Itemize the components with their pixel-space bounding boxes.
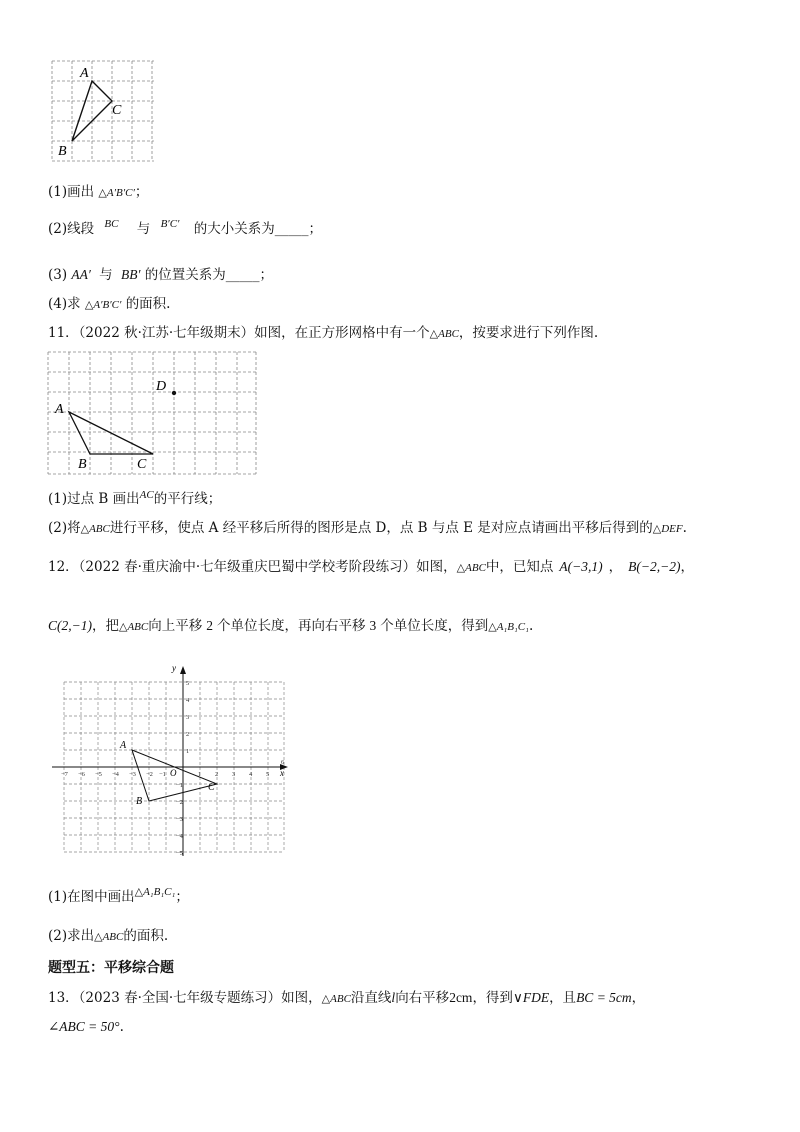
x-tick: 1 bbox=[198, 771, 202, 778]
x-tick: 2 bbox=[215, 771, 219, 778]
q10-label-b: B bbox=[58, 144, 67, 159]
x-tick: −3 bbox=[129, 771, 136, 778]
q13-line-1: 13．（2023 春·全国·七年级专题练习）如图，△ABC沿直线l向右平移2cm，得到∨FDE，且BC = 5cm， bbox=[48, 990, 646, 1006]
y-tick: −2 bbox=[176, 799, 183, 806]
section-title: 题型五：平移综合题 bbox=[48, 960, 174, 976]
q10-part-2: (2)线段 $^{BC}$ 与 $^{B'C'}$ 的大小关系为_____； bbox=[48, 218, 322, 237]
q12-coordinate-figure bbox=[48, 660, 292, 860]
q12-part-1: (1)在图中画出$^{\triangle A_1B_1C_1}$； bbox=[48, 886, 189, 905]
x-tick: −7 bbox=[61, 771, 68, 778]
x-axis-label: x bbox=[280, 768, 284, 778]
x-tick: −4 bbox=[112, 771, 119, 778]
q10-label-a: A bbox=[80, 66, 89, 81]
q11-point-d bbox=[172, 391, 176, 395]
q10-label-c: C bbox=[112, 103, 122, 118]
origin-label: O bbox=[170, 768, 177, 778]
q11-label-c: C bbox=[137, 457, 147, 472]
y-tick: −1 bbox=[176, 782, 183, 789]
q10-part-3: (3) AA′ 与 BB′ 的位置关系为_____； bbox=[48, 267, 273, 283]
q11-grid-figure bbox=[46, 350, 260, 480]
q12-label-a: A bbox=[120, 740, 127, 751]
y-tick: 2 bbox=[186, 731, 190, 738]
q11-label-b: B bbox=[78, 457, 87, 472]
q11-label-d: D bbox=[156, 379, 167, 394]
y-axis-label: y bbox=[172, 663, 176, 673]
q12-label-b: B bbox=[136, 796, 143, 807]
x-tick: 3 bbox=[232, 771, 236, 778]
q11-label-a: A bbox=[55, 402, 64, 417]
x-tick: −2 bbox=[146, 771, 153, 778]
y-tick: 5 bbox=[186, 680, 190, 687]
y-axis-arrow-icon bbox=[180, 666, 186, 674]
y-tick: −3 bbox=[176, 816, 183, 823]
q12-label-c: C bbox=[208, 782, 215, 793]
q12-line-2: C(2,−1)，把△ABC向上平移 2 个单位长度，再向右平移 3 个单位长度，得到△A₁B₁C₁. bbox=[48, 618, 534, 634]
q10-grid-figure bbox=[48, 58, 158, 164]
q11-part-2: (2)将△ABC进行平移，使点 A 经平移后所得的图形是点 D，点 B 与点 E 是对应点请画出平移后得到的△DEF. bbox=[48, 520, 687, 536]
x-tick: −1 bbox=[159, 771, 166, 778]
y-tick: 4 bbox=[186, 697, 190, 704]
q13-line-2: ∠ABC = 50°. bbox=[48, 1019, 124, 1035]
y-tick: −4 bbox=[176, 833, 183, 840]
x-tick: 4 bbox=[249, 771, 253, 778]
x-tick: −6 bbox=[78, 771, 85, 778]
q11-part-1: (1)过点 B 画出$^{AC}$的平行线； bbox=[48, 489, 222, 507]
q11-header: 11．（2022 秋·江苏·七年级期末）如图，在正方形网格中有一个△ABC，按要求进行下列作图. bbox=[48, 325, 599, 341]
q10-part-4: (4)求 △A′B′C′ 的面积. bbox=[48, 296, 171, 312]
y-tick: 3 bbox=[186, 714, 190, 721]
x-tick: 6 bbox=[281, 759, 285, 766]
q10-part-1: (1)画出 △A′B′C′； bbox=[48, 184, 149, 200]
y-tick: −5 bbox=[176, 850, 183, 857]
y-tick: 1 bbox=[186, 748, 190, 755]
q12-header: 12．（2022 春·重庆渝中·七年级重庆巴蜀中学校考阶段练习）如图，△ABC中，已知点 A(−3,1) ， B(−2,−2)， bbox=[48, 559, 694, 575]
q12-part-2: (2)求出△ABC的面积. bbox=[48, 928, 169, 944]
x-tick: −5 bbox=[95, 771, 102, 778]
x-tick: 5 bbox=[266, 771, 270, 778]
